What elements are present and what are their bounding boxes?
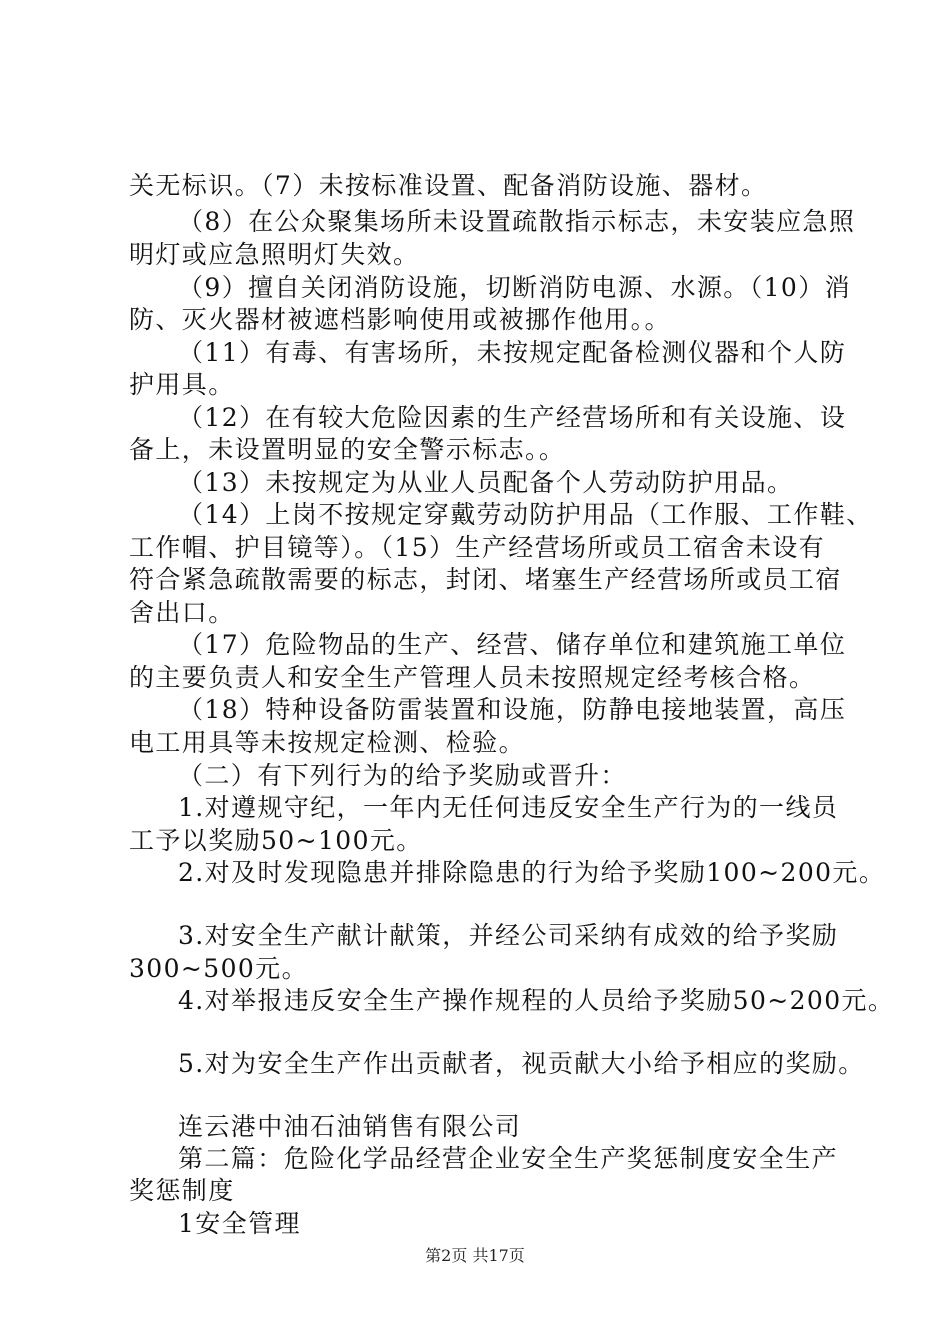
- text-line: （二）有下列行为的给予奖励或晋升：: [178, 761, 627, 790]
- text-line: 第二篇：危险化学品经营企业安全生产奖惩制度安全生产: [178, 1144, 839, 1173]
- text-line: 工予以奖励50~100元。: [129, 826, 423, 855]
- text-line: 1.对遵规守纪，一年内无任何违反安全生产行为的一线员: [178, 793, 839, 822]
- text-line: 明灯或应急照明灯失效。: [129, 240, 420, 269]
- text-line: 防、灭火器材被遮档影响使用或被挪作他用。。: [129, 305, 671, 334]
- text-line: （9）擅自关闭消防设施，切断消防电源、水源。（10）消: [178, 273, 852, 302]
- text-line: 300~500元。: [129, 954, 308, 983]
- text-line: 连云港中油石油销售有限公司: [178, 1112, 522, 1141]
- text-line: 工作帽、护目镜等）。（15）生产经营场所或员工宿舍未设有: [129, 533, 826, 562]
- text-line: 1安全管理: [178, 1209, 301, 1238]
- text-line: 的主要负责人和安全生产管理人员未按照规定经考核合格。: [129, 663, 816, 692]
- text-line: 护用具。: [129, 370, 235, 399]
- text-line: （17）危险物品的生产、经营、储存单位和建筑施工单位: [178, 630, 847, 659]
- text-line: 奖惩制度: [129, 1176, 235, 1205]
- text-line: 符合紧急疏散需要的标志，封闭、堵塞生产经营场所或员工宿: [129, 565, 842, 594]
- text-line: （8）在公众聚集场所未设置疏散指示标志，未安装应急照: [178, 207, 856, 236]
- text-line: 舍出口。: [129, 598, 235, 627]
- text-line: 3.对安全生产献计献策，并经公司采纳有成效的给予奖励: [178, 921, 839, 950]
- text-line: 关无标识。（7）未按标准设置、配备消防设施、器材。: [129, 171, 768, 200]
- text-line: （14）上岗不按规定穿戴劳动防护用品（工作服、工作鞋、: [178, 500, 873, 529]
- text-line: （12）在有较大危险因素的生产经营场所和有关设施、设: [178, 403, 847, 432]
- text-line: （11）有毒、有害场所，未按规定配备检测仪器和个人防: [178, 338, 847, 367]
- text-line: 4.对举报违反安全生产操作规程的人员给予奖励50~200元。: [178, 986, 895, 1015]
- text-line: （13）未按规定为从业人员配备个人劳动防护用品。: [178, 468, 794, 497]
- text-line: （18）特种设备防雷装置和设施，防静电接地装置，高压: [178, 695, 847, 724]
- text-line: 2.对及时发现隐患并排除隐患的行为给予奖励100~200元。: [178, 858, 886, 887]
- page-footer: 第2页 共17页: [425, 1246, 525, 1265]
- text-line: 电工用具等未按规定检测、检验。: [129, 728, 526, 757]
- text-line: 备上，未设置明显的安全警示标志。。: [129, 435, 566, 464]
- text-line: 5.对为安全生产作出贡献者，视贡献大小给予相应的奖励。: [178, 1049, 865, 1078]
